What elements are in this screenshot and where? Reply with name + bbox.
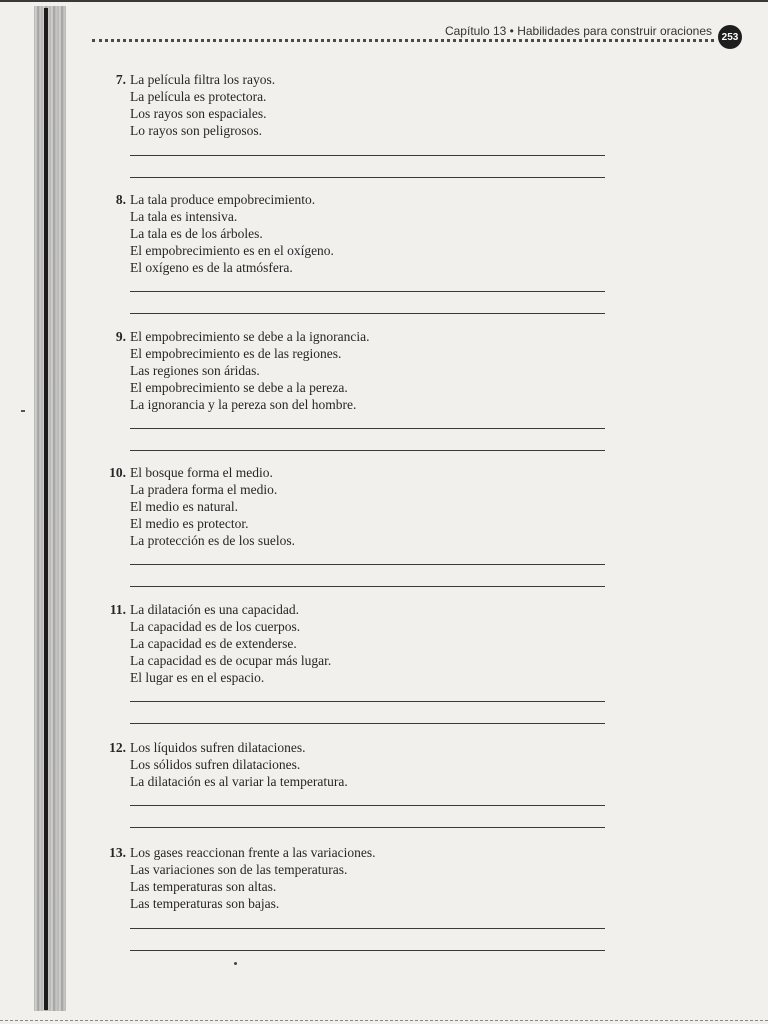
- answer-line[interactable]: [130, 155, 605, 156]
- sentence: La tala es de los árboles.: [130, 226, 263, 241]
- sentence: Las temperaturas son bajas.: [130, 896, 280, 911]
- sentence: El empobrecimiento se debe a la ignorancia.: [130, 329, 370, 344]
- sentence: La ignorancia y la pereza son del hombre.: [130, 397, 357, 412]
- sentence: Los gases reaccionan frente a las variaciones.: [130, 845, 376, 860]
- answer-line[interactable]: [130, 950, 605, 951]
- answer-line[interactable]: [130, 428, 605, 429]
- sentence: La tala produce empobrecimiento.: [130, 192, 316, 207]
- answer-line[interactable]: [130, 313, 605, 314]
- answer-line[interactable]: [130, 291, 605, 292]
- answer-line[interactable]: [130, 805, 605, 806]
- answer-line[interactable]: [130, 177, 605, 178]
- sentence: La protección es de los suelos.: [130, 533, 295, 548]
- sentence: La capacidad es de extenderse.: [130, 636, 297, 651]
- sentence: La pradera forma el medio.: [130, 482, 278, 497]
- exercise-sentences: [130, 328, 370, 413]
- sentence: La capacidad es de los cuerpos.: [130, 619, 301, 634]
- exercise-number: 8.: [115, 192, 126, 207]
- exercise-number: 7.: [115, 72, 126, 87]
- sentence: La película es protectora.: [130, 89, 267, 104]
- sentence: El empobrecimiento se debe a la pereza.: [130, 380, 348, 395]
- sentence: El bosque forma el medio.: [130, 465, 273, 480]
- answer-line[interactable]: [130, 701, 605, 702]
- sentence: El empobrecimiento es en el oxígeno.: [130, 243, 334, 258]
- header-dotted-rule: [92, 39, 714, 42]
- sentence: La dilatación es una capacidad.: [130, 602, 300, 617]
- exercise-number: 10.: [109, 465, 126, 480]
- sentence: El medio es natural.: [130, 499, 238, 514]
- sentence: Las variaciones son de las temperaturas.: [130, 862, 348, 877]
- answer-line[interactable]: [130, 586, 605, 587]
- sentence: El oxígeno es de la atmósfera.: [130, 260, 293, 275]
- answer-line[interactable]: [130, 928, 605, 929]
- answer-line[interactable]: [130, 450, 605, 451]
- page-number-badge: 253: [718, 25, 742, 49]
- exercise-sentences: [130, 464, 295, 549]
- top-edge-rule: [0, 0, 768, 2]
- answer-line[interactable]: [130, 723, 605, 724]
- exercise-sentences: [130, 844, 376, 912]
- exercise-sentences: [130, 71, 275, 139]
- exercise-sentences: [130, 601, 331, 686]
- margin-mark: [21, 410, 25, 412]
- exercise-number: 11.: [109, 602, 126, 617]
- exercise-number: 12.: [109, 740, 126, 755]
- answer-line[interactable]: [130, 827, 605, 828]
- sentence: Las temperaturas son altas.: [130, 879, 277, 894]
- bottom-edge-rule: [0, 1020, 768, 1022]
- book-binding-edge: [44, 8, 48, 1010]
- sentence: El lugar es en el espacio.: [130, 670, 265, 685]
- sentence: Los sólidos sufren dilataciones.: [130, 757, 301, 772]
- sentence: Lo rayos son peligrosos.: [130, 123, 262, 138]
- answer-line[interactable]: [130, 564, 605, 565]
- exercise-sentences: [130, 191, 334, 276]
- sentence: Las regiones son áridas.: [130, 363, 260, 378]
- exercise-sentences: [130, 739, 348, 790]
- sentence: La tala es intensiva.: [130, 209, 238, 224]
- sentence: La capacidad es de ocupar más lugar.: [130, 653, 332, 668]
- sentence: El medio es protector.: [130, 516, 249, 531]
- exercise-number: 9.: [115, 329, 126, 344]
- sentence: Los líquidos sufren dilataciones.: [130, 740, 306, 755]
- sentence: Los rayos son espaciales.: [130, 106, 267, 121]
- exercise-number: 13.: [109, 845, 126, 860]
- running-title: Capítulo 13 • Habilidades para construir oraciones: [444, 24, 712, 38]
- sentence: El empobrecimiento es de las regiones.: [130, 346, 342, 361]
- book-binding-shadow: [34, 6, 66, 1011]
- sentence: La película filtra los rayos.: [130, 72, 276, 87]
- scan-speck: [234, 962, 237, 965]
- sentence: La dilatación es al variar la temperatura.: [130, 774, 348, 789]
